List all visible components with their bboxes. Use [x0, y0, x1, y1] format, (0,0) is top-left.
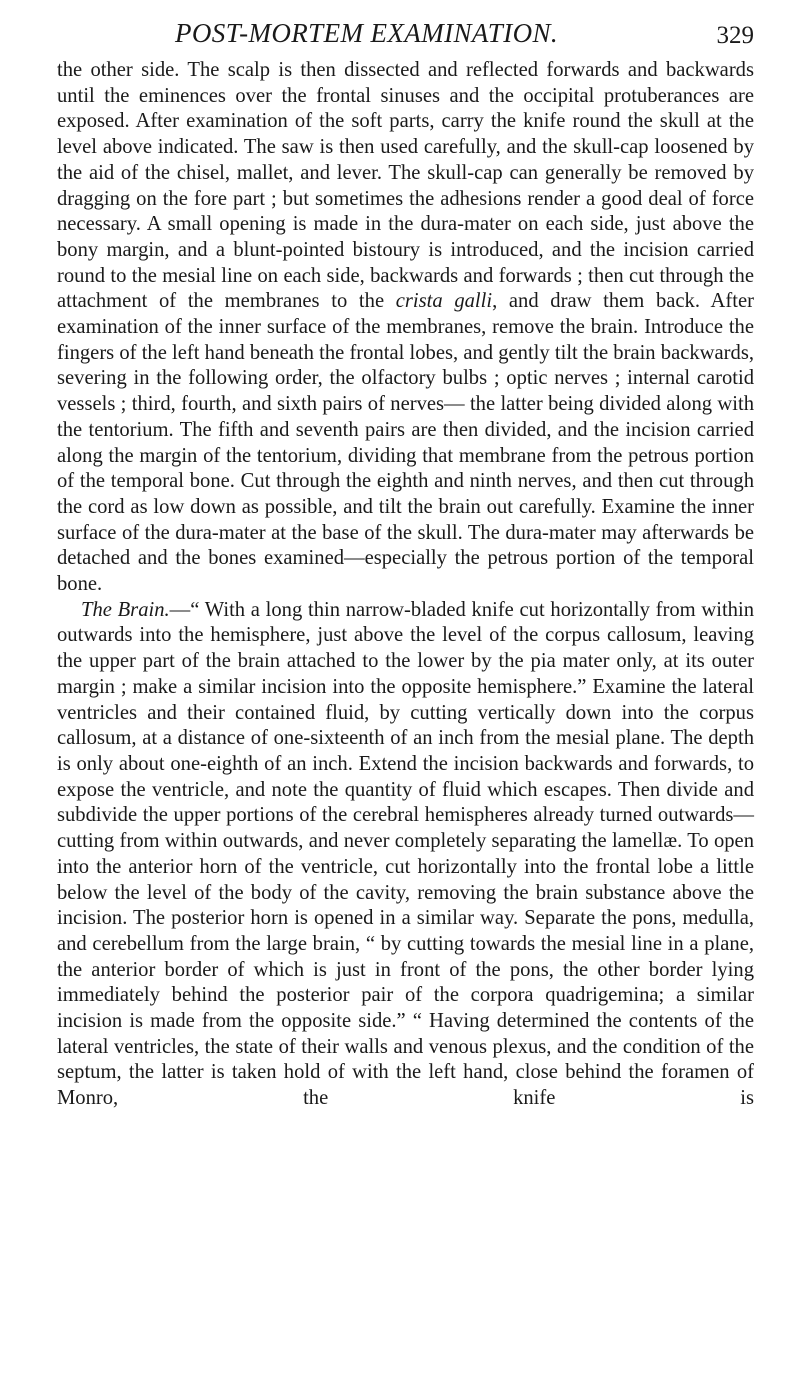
italic-term-crista-galli: crista galli	[395, 290, 493, 313]
text-segment: , and draw them back. After examination of the inner surface of the membranes, remove the brain. Introduce the fingers of the left hand beneath the frontal lobes, and gently tilt the brain backwards, severing in the following order, the olfactory bulbs ; optic nerves ; internal carotid vessels ; third, fourth, and sixth pairs of nerves— the latter being divided along with the tentorium. The fifth and seventh pairs are then divided, and the incision carried along the margin of the tentorium, dividing that membrane from the petrous portion of the temporal bone. Cut through the eighth and ninth nerves, and then cut through the cord as low down as possible, and tilt the brain out carefully. Examine the inner surface of the dura-mater at the base of the skull. The dura-mater may afterwards be detached and the bones examined—especially the petrous portion of the temporal bone.	[57, 290, 754, 596]
section-heading-the-brain: The Brain.	[81, 598, 170, 621]
page-number: 329	[716, 22, 754, 49]
page-header	[57, 0, 754, 78]
paragraph-skull-opening	[57, 58, 754, 598]
text-segment: —“ With a long thin narrow-bladed knife cut horizontally from within outwards into the hemisphere, just above the level of the corpus callosum, leaving the upper part of the brain attached to the lower by the pia mater only, at its outer margin ; make a similar incision into the opposite hemisphere.” Examine the lateral ventricles and their contained fluid, by cutting vertically down into the corpus callosum, at a distance of one-sixteenth of an inch from the mesial plane. The depth is only about one-eighth of an inch. Extend the incision backwards and forwards, to expose the ventricle, and note the quantity of fluid which escapes. Then divide and subdivide the upper portions of the cerebral hemispheres already turned outwards—cutting from within outwards, and never completely separating the lamellæ. To open into the anterior horn of the ventricle, cut horizontally into the frontal lobe a little below the level of the body of the cavity, removing the brain substance above the incision. The posterior horn is opened in a similar way. Separate the pons, medulla, and cerebellum from the large brain, “ by cutting towards the mesial line in a plane, the anterior border of which is just in front of the pons, the other border lying immediately behind the posterior pair of the corpora quadrigemina; a similar incision is made from the opposite side.” “ Having determined the contents of the lateral ventricles, the state of their walls and venous plexus, and the condition of the septum, the latter is taken hold of with the left hand, close behind the foramen of Monro, the knife is	[57, 598, 754, 1110]
paragraph-the-brain	[57, 598, 754, 1112]
running-title: POST-MORTEM EXAMINATION.	[175, 18, 559, 48]
text-segment: the other side. The scalp is then dissected and reflected forwards and backwards until the eminences over the frontal sinuses and the occipital protuberances are exposed. After examination of the soft parts, carry the knife round the skull at the level above indicated. The saw is then used carefully, and the skull-cap loosened by the aid of the chisel, mallet, and lever. The skull-cap can generally be removed by dragging on the fore part ; but sometimes the adhesions render a good deal of force necessary. A small opening is made in the dura-mater on each side, just above the bony margin, and a blunt-pointed bistoury is introduced, and the incision carried round to the mesial line on each side, backwards and forwards ; then cut through the attachment of the membranes to the	[57, 59, 754, 313]
